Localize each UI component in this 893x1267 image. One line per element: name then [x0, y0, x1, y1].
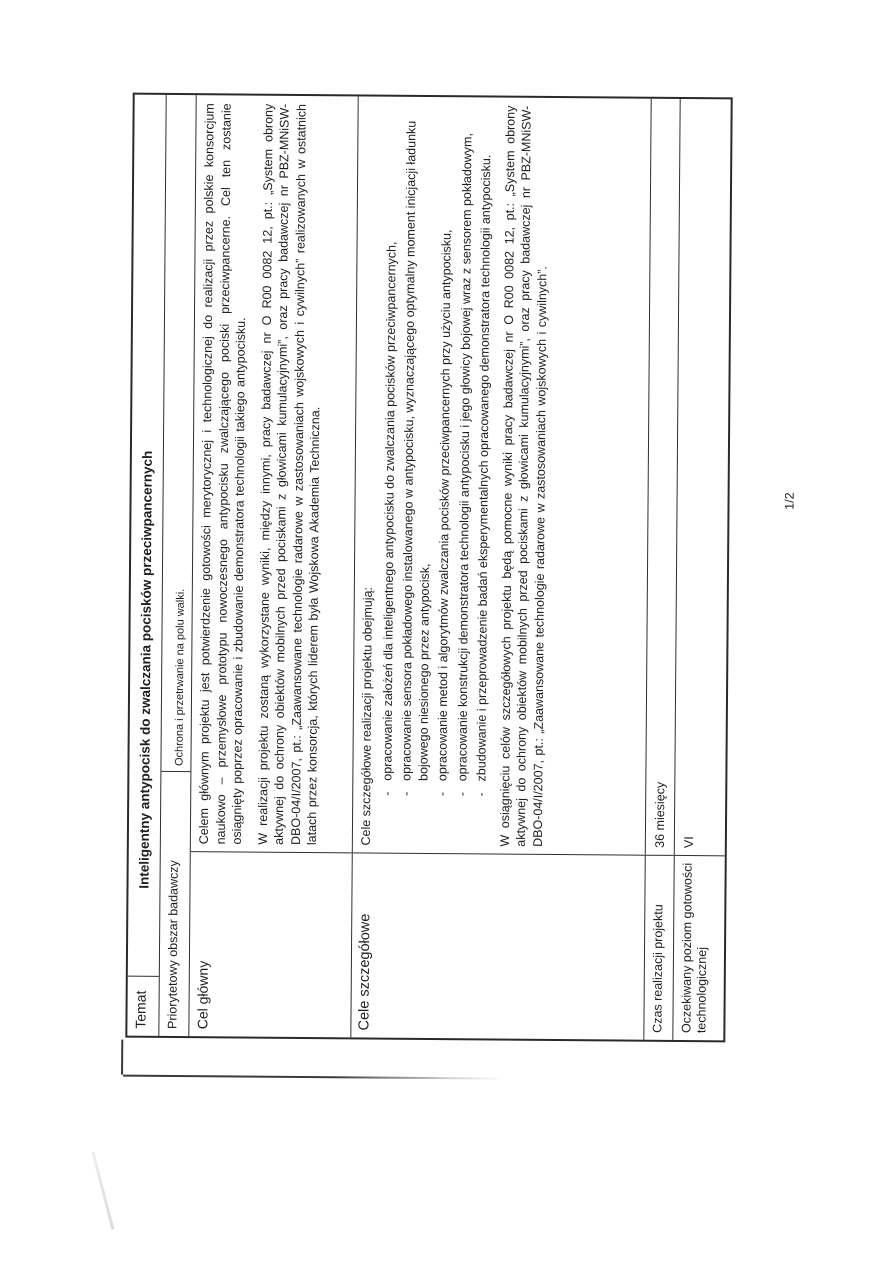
row-label-text: Cel główny [194, 960, 211, 1030]
main-goal-paragraph: W realizacji projektu zostaną wykorzystane wyniki, między innymi, pracy badawczej nr O R00 0082 12, pt.: „System obrony aktywnej do ochrony obiektów mobilnych przed pociskami z głowicami kumulacyjnymi”, oraz pracy badawczej nr PBZ-MNiSW-DBO-04/I/2007, pt.: „Zaawansowane technologie radarowe w zastosowaniach wojskowych i cywilnych” realizowanych w ostatnich latach przez konsorcja, których liderem była Wojskowa Akademia Techniczna. [255, 103, 323, 846]
table-row-cele-szczegolowe [351, 96, 651, 1039]
row-label-temat [127, 976, 158, 1036]
row-label-cel-glowny [189, 851, 351, 1037]
row-label-text: Czas realizacji projektu [650, 904, 666, 1033]
list-item-text: opracowanie sensora pokładowego instalowanego w antypocisku, wyznaczającego optymalny moment inicjacji ładunku bojowego niesionego przez antypocisk, [399, 120, 432, 782]
list-item [453, 105, 475, 846]
list-item-text: opracowanie konstrukcji demonstratora technologii antypocisku i jego głowicy bojowej wraz z sensorem pokładowym, [454, 132, 474, 782]
page-number: 1/2 [782, 492, 797, 510]
document-title: Inteligentny antypocisk do zwalczania pocisków przeciwpancernych [136, 450, 155, 889]
row-content-cele-szczegolowe [353, 96, 651, 854]
list-item [398, 105, 437, 846]
research-area-text: Ochrona i przetrwanie na polu walki. [173, 588, 187, 767]
table-row-cel-glowny [189, 95, 358, 1037]
project-description-table [125, 93, 732, 1043]
scan-fold-artifact [91, 1152, 114, 1230]
bullet-dash: - [399, 791, 414, 796]
continued-row-stub [121, 1040, 504, 1078]
bullet-dash: - [454, 792, 469, 797]
bullet-dash: - [474, 792, 489, 797]
row-label-poziom-gotowosci [673, 855, 724, 1040]
project-duration-value: 36 miesięcy [652, 781, 668, 848]
row-label-text: Oczekiwany poziom gotowości technologicznej [679, 862, 710, 1034]
technology-readiness-value: VI [681, 836, 696, 849]
main-goal-paragraph: Celem głównym projektu jest potwierdzenie gotowości merytorycznej i technologicznej do realizacji przez polskie konsorcjum naukowo – przemysłowe prototypu nowoczesnego antypocisku zwalczającego pociski przeciwpancerne. Cel ten zostanie osiągnięty poprzez opracowanie i zbudowanie demonstratora technologii takiego antypocisku. [196, 103, 248, 845]
row-content-czas-realizacji [646, 99, 680, 855]
row-label-text: Priorytetowy obszar badawczy [165, 860, 181, 1030]
bullet-dash: - [379, 791, 394, 796]
table-row-poziom-gotowosci [673, 99, 730, 1040]
bullet-dash: - [435, 791, 450, 797]
row-content-cel-glowny [191, 95, 358, 852]
list-item [378, 105, 400, 846]
row-label-obszar-badawczy [159, 771, 190, 1036]
list-item [434, 105, 456, 846]
list-item [473, 105, 495, 846]
detailed-goals-intro: Cele szczegółowe realizacji projektu obejmują: [358, 586, 375, 846]
row-content-poziom-gotowosci [675, 99, 731, 855]
row-label-czas-realizacji [644, 855, 673, 1040]
row-content-obszar-badawczy [161, 95, 195, 771]
list-item-text: zbudowanie i przeprowadzenie badań eksperymentalnych opracowanego demonstratora technologii antypocisku. [474, 154, 494, 782]
row-label-text: Temat [132, 990, 149, 1029]
list-item-text: opracowanie metod i algorytmów zwalczania pocisków przeciwpancernych przy użyciu antypocisku, [435, 229, 454, 782]
list-item-text: opracowanie założeń dla inteligentnego antypocisku do zwalczania pocisków przeciwpancernych, [379, 241, 399, 781]
row-label-text: Cele szczegółowe [356, 913, 374, 1031]
row-label-cele-szczegolowe [351, 852, 644, 1039]
detailed-goals-closing: W osiągnięciu celów szczegółowych projektu będą pomocne wyniki pracy badawczej nr O R00 0082 12, pt.: „System obrony aktywnej do ochrony obiektów mobilnych przed pociskami z głowicami kumulacyjnymi”, oraz pracy badawczej nr PBZ-MNiSW-DBO-04/I/2007, pt.: „Zaawansowane technologie radarowe w zastosowaniach wojskowych i cywilnych”. [497, 105, 549, 847]
